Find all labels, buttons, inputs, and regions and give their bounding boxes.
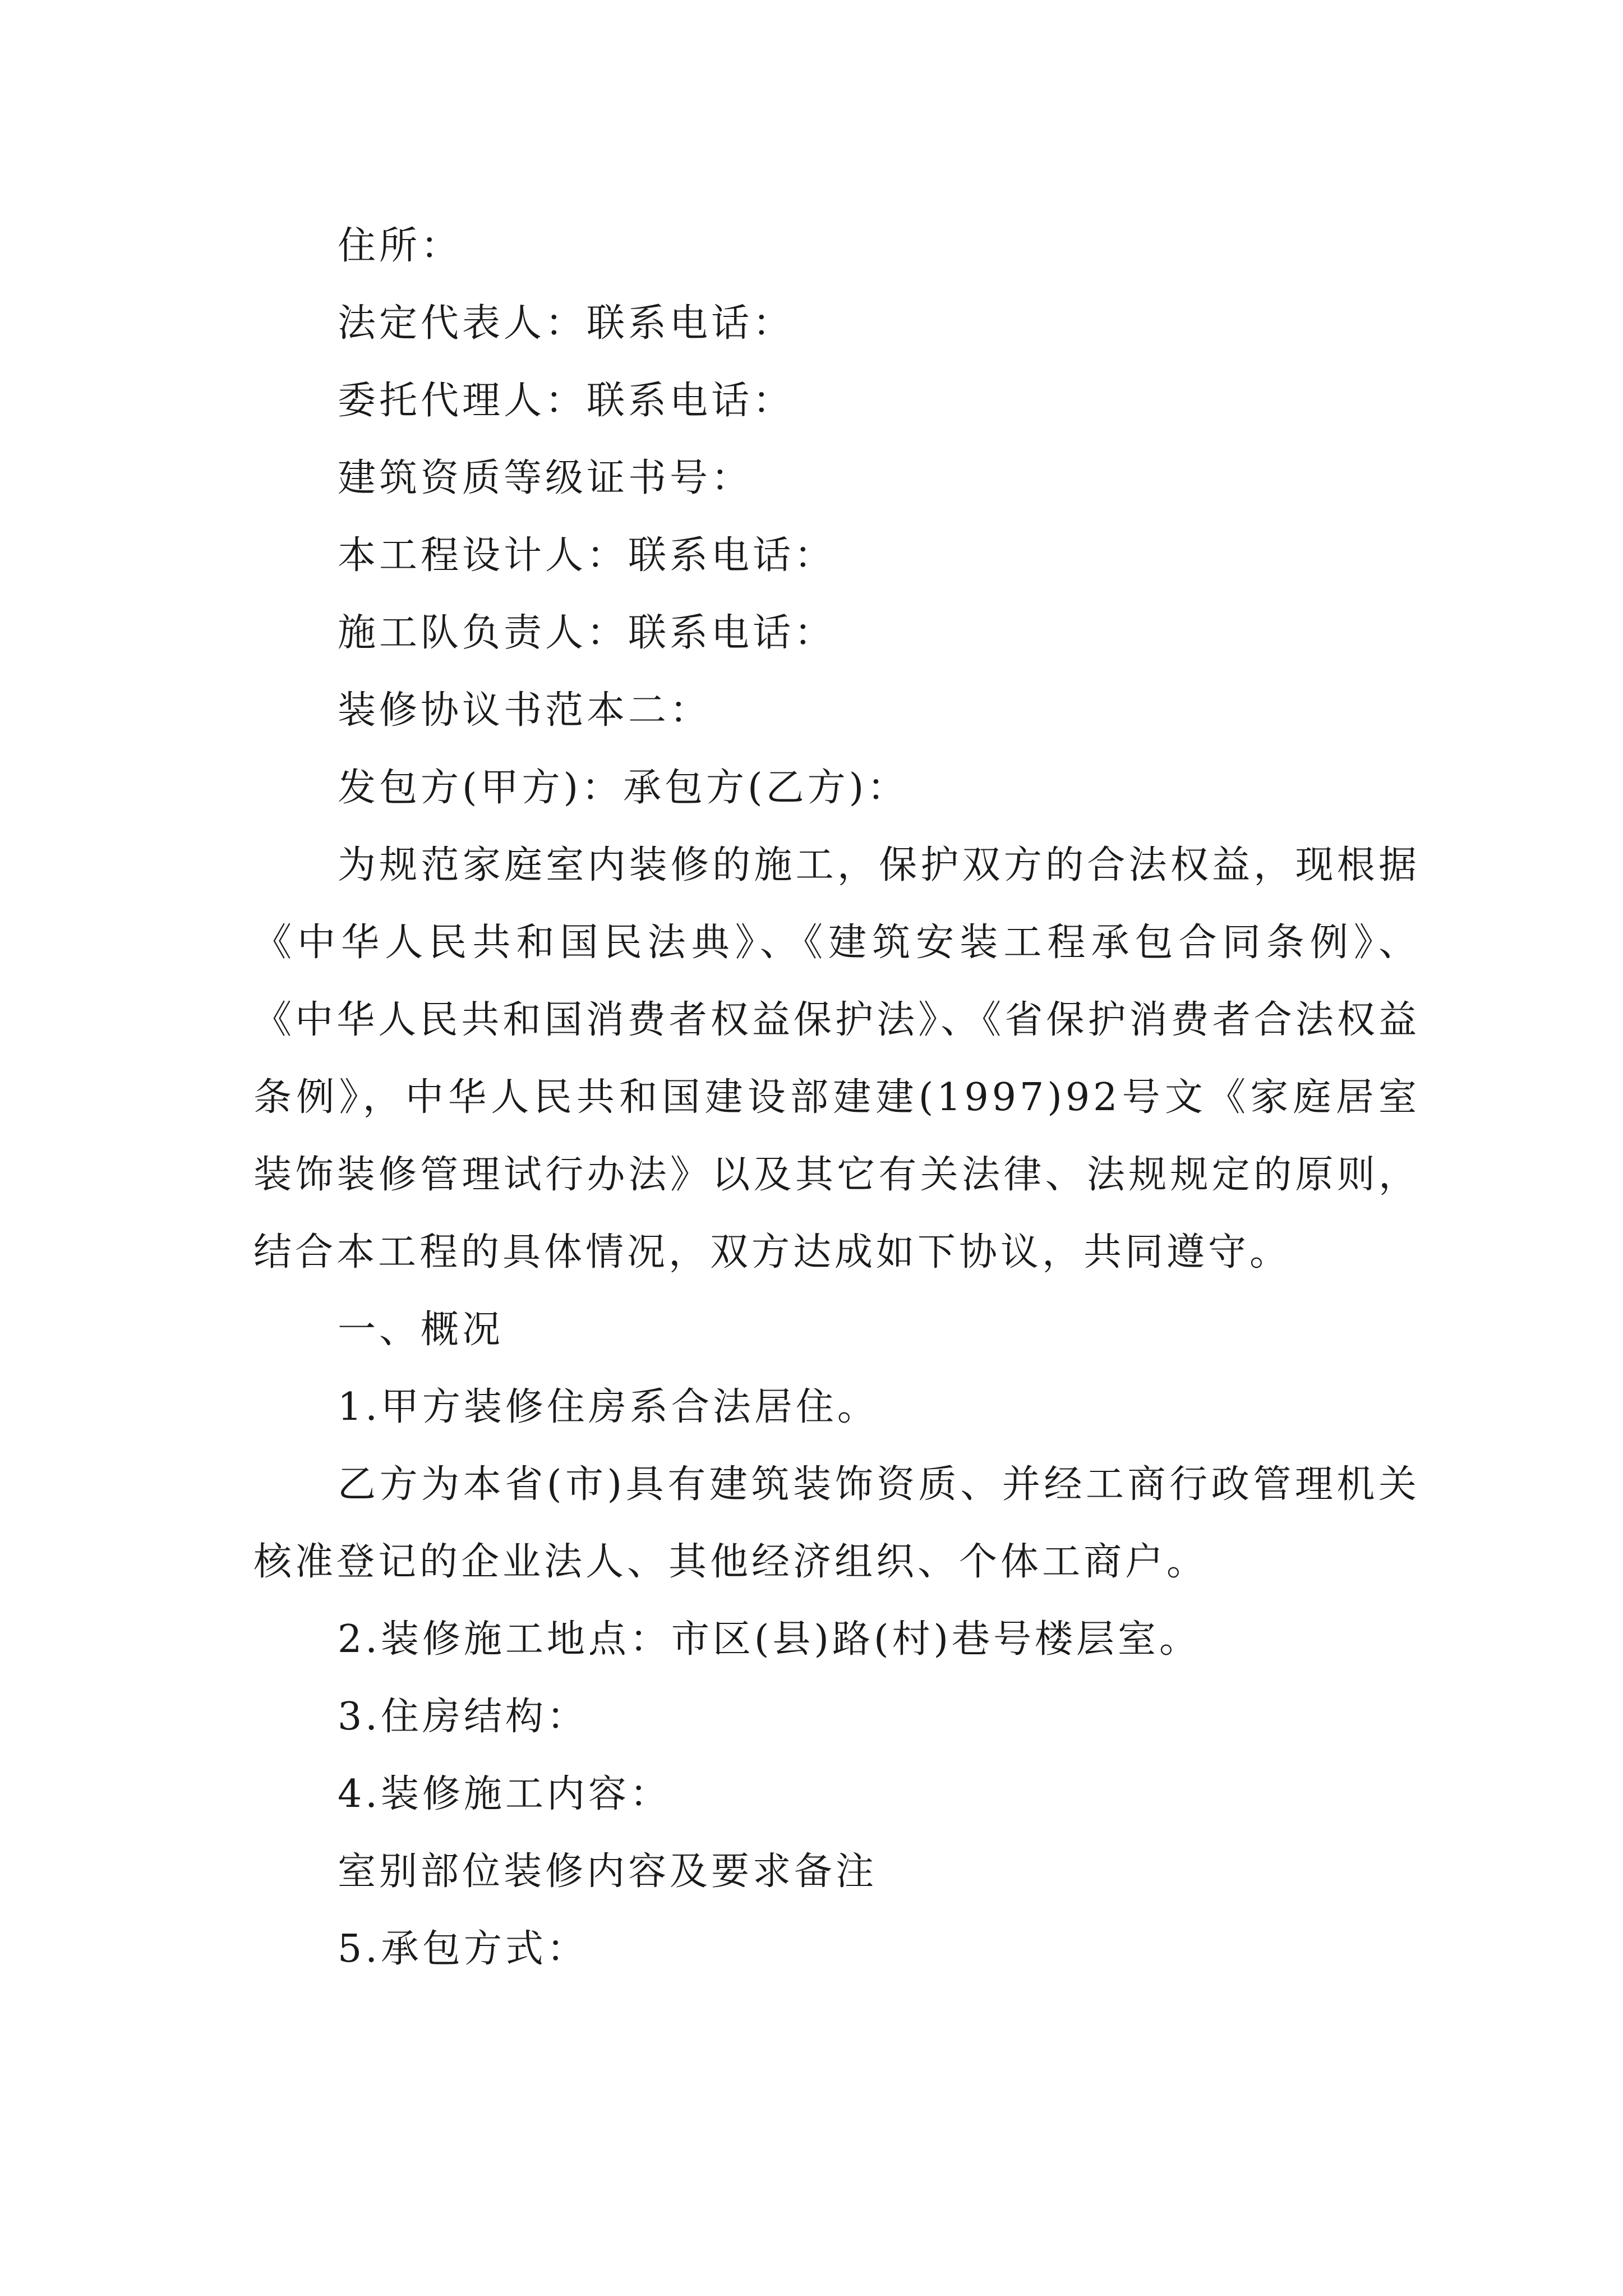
item-5: 5.承包方式：	[338, 1927, 588, 1971]
authorized-agent-line: 委托代理人：联系电话：	[338, 379, 795, 423]
template-two-title: 装修协议书范本二：	[338, 688, 712, 733]
parties-line: 发包方(甲方)：承包方(乙方)：	[338, 766, 909, 810]
table-header-line: 室别部位装修内容及要求备注	[338, 1849, 878, 1894]
construction-team-leader-line: 施工队负责人：联系电话：	[338, 611, 836, 655]
section-heading-overview: 一、概况	[338, 1308, 504, 1352]
item-4: 4.装修施工内容：	[338, 1772, 671, 1816]
item-1: 1.甲方装修住房系合法居住。	[338, 1385, 879, 1429]
item-1-detail-paragraph: 乙方为本省(市)具有建筑装饰资质、并经工商行政管理机关核准登记的企业法人、其他经济组织、个体工商户。	[253, 1462, 1420, 1584]
legal-representative-line: 法定代表人：联系电话：	[338, 301, 795, 346]
intro-paragraph: 为规范家庭室内装修的施工，保护双方的合法权益，现根据《中华人民共和国民法典》、《建筑安装工程承包合同条例》、《中华人民共和国消费者权益保护法》、《省保护消费者合法权益条例》，中华人民共和国建设部建建(1997)92号文《家庭居室装饰装修管理试行办法》以及其它有关法律、法规规定的原则，结合本工程的具体情况，双方达成如下协议，共同遵守。	[253, 843, 1420, 1274]
qualification-certificate-line: 建筑资质等级证书号：	[338, 456, 753, 500]
item-2: 2.装修施工地点：市区(县)路(村)巷号楼层室。	[338, 1617, 1201, 1662]
address-line: 住所：	[338, 224, 463, 268]
designer-line: 本工程设计人：联系电话：	[338, 533, 836, 578]
document-body	[253, 208, 1420, 1988]
item-3: 3.住房结构：	[338, 1695, 588, 1739]
